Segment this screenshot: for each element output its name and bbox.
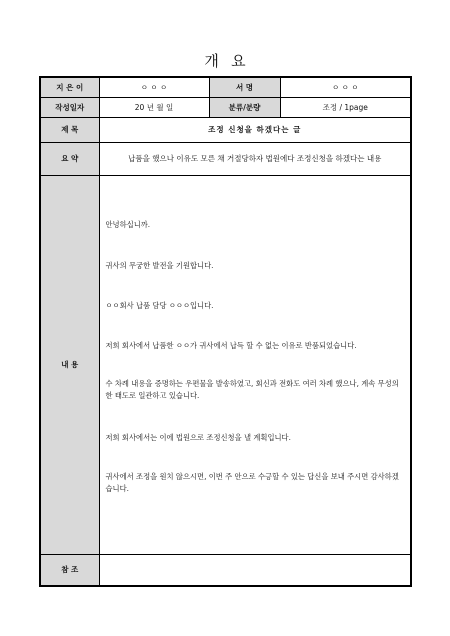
reference-value: [99, 554, 411, 586]
summary-value: 납품을 했으나 이유도 모른 채 거절당하자 법원에다 조정신청을 하겠다는 내용: [99, 142, 411, 175]
overview-form: [39, 76, 412, 587]
author-label: 지 은 이: [40, 77, 99, 97]
category-label: 분류/분량: [209, 97, 280, 117]
content-paragraph: 저희 회사에서 납품한 ㅇㅇ가 귀사에서 납득 할 수 없는 이유로 반품되었습니다.: [105, 340, 357, 350]
signature-value: ㅇ ㅇ ㅇ: [280, 77, 411, 97]
category-value: 조정 / 1page: [280, 97, 411, 117]
content-paragraph: 안녕하십니까.: [105, 219, 151, 229]
content-paragraph: 수 차례 내용을 증명하는 우편물을 발송하였고, 회신과 전화도 여러 차례 했으나, 계속 무성의한 태도로 일관하고 있습니다.: [105, 378, 399, 400]
document-title-char-1: 개: [204, 52, 219, 70]
content-paragraph: 귀사의 무궁한 발전을 기원합니다.: [105, 260, 214, 270]
subject-value: 조정 신청을 하겠다는 글: [99, 117, 411, 142]
summary-label: 요 약: [40, 142, 99, 175]
subject-label: 제 목: [40, 117, 99, 142]
content-cell: [99, 175, 411, 554]
date-row: [40, 97, 411, 117]
content-row: [40, 175, 411, 554]
author-value: ㅇ ㅇ ㅇ: [99, 77, 209, 97]
content-paragraph: 귀사에서 조정을 원치 않으시면, 이번 주 안으로 수긍할 수 있는 답신을 보내 주시면 감사하겠습니다.: [105, 471, 399, 493]
subject-row: [40, 117, 411, 142]
document-title: [0, 50, 450, 71]
author-row: [40, 77, 411, 97]
date-label: 작성일자: [40, 97, 99, 117]
signature-label: 서 명: [209, 77, 280, 97]
content-paragraph: ㅇㅇ회사 납품 담당 ㅇㅇㅇ입니다.: [105, 300, 214, 310]
date-value: 20 년 월 일: [99, 97, 209, 117]
summary-row: [40, 142, 411, 175]
reference-row: [40, 554, 411, 586]
reference-label: 참 조: [40, 554, 99, 586]
document-title-char-2: 요: [231, 52, 246, 70]
content-label: 내 용: [40, 175, 99, 554]
content-paragraph: 저희 회사에서는 이에 법원으로 조정신청을 낼 계획입니다.: [105, 432, 291, 442]
